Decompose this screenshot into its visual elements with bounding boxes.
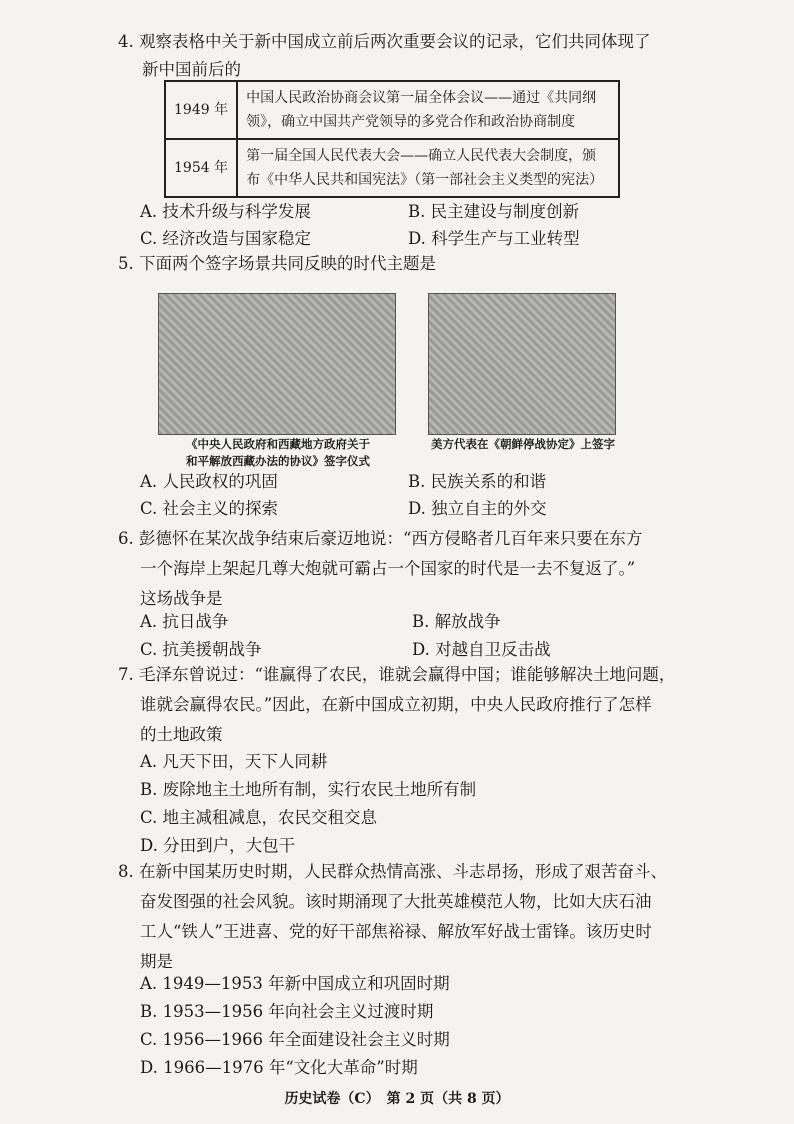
question-7-stem-line-3: 的土地政策	[140, 725, 223, 744]
question-4-stem-line-2: 新中国前后的	[142, 60, 241, 79]
table-cell-text: 第一届全国人民代表大会——确立人民代表大会制度，颁	[246, 148, 597, 164]
question-7-stem-line-1: 7. 毛泽东曾说过：“谁赢得了农民，谁就会赢得中国；谁能够解决土地问题，	[118, 665, 676, 684]
question-8-option-c[interactable]: C. 1956—1966 年全面建设社会主义时期	[140, 1030, 450, 1049]
table-cell-text: 领》，确立中国共产党领导的多党合作和政治协商制度	[246, 114, 576, 130]
question-5-option-d[interactable]: D. 独立自主的外交	[408, 499, 547, 518]
question-7-option-c[interactable]: C. 地主减租减息，农民交租交息	[140, 808, 378, 827]
question-4-option-d[interactable]: D. 科学生产与工业转型	[408, 229, 580, 248]
question-6-stem-line-3: 这场战争是	[140, 589, 223, 608]
table-cell-year: 1949 年	[165, 81, 237, 139]
table-cell-content	[237, 139, 619, 197]
question-8-stem-line-2: 奋发图强的社会风貌。该时期涌现了大批英雄模范人物，比如大庆石油	[140, 892, 652, 911]
question-8	[118, 857, 667, 977]
question-7-option-a[interactable]: A. 凡天下田，天下人同耕	[140, 752, 328, 771]
question-6-stem-line-1: 6. 彭德怀在某次战争结束后豪迈地说：“西方侵略者几百年来只要在东方	[118, 529, 643, 548]
table-row	[165, 81, 619, 139]
table-row	[165, 139, 619, 197]
question-6-option-d[interactable]: D. 对越自卫反击战	[412, 640, 551, 659]
tibet-agreement-signing-photo	[158, 293, 396, 435]
table-cell-content	[237, 81, 619, 139]
question-8-stem-line-1: 8. 在新中国某历史时期，人民群众热情高涨、斗志昂扬，形成了艰苦奋斗、	[118, 862, 667, 881]
question-8-option-d[interactable]: D. 1966—1976 年“文化大革命”时期	[140, 1058, 418, 1077]
question-4	[118, 28, 658, 84]
question-8-stem-line-4: 期是	[140, 952, 173, 971]
question-6	[118, 524, 658, 614]
table-cell-text: 中国人民政治协商会议第一届全体会议——通过《共同纲	[246, 90, 597, 106]
question-5-option-b[interactable]: B. 民族关系的和谐	[408, 472, 547, 491]
table-cell-year: 1954 年	[165, 139, 237, 197]
question-5	[118, 250, 658, 278]
caption-line: 《中央人民政府和西藏地方政府关于	[186, 437, 370, 451]
question-7	[118, 660, 676, 750]
table-cell-text: 布《中华人民共和国宪法》（第一部社会主义类型的宪法）	[246, 172, 604, 188]
question-8-stem-line-3: 工人“铁人”王进喜、党的好干部焦裕禄、解放军好战士雷锋。该历史时	[140, 922, 652, 941]
question-7-option-d[interactable]: D. 分田到户，大包干	[140, 836, 296, 855]
question-4-option-c[interactable]: C. 经济改造与国家稳定	[140, 229, 312, 248]
question-4-option-b[interactable]: B. 民主建设与制度创新	[408, 202, 580, 221]
photo-caption-right: 美方代表在《朝鲜停战协定》上签字	[431, 437, 615, 451]
page-footer: 历史试卷（C） 第 2 页（共 8 页）	[284, 1091, 510, 1107]
question-6-option-a[interactable]: A. 抗日战争	[140, 612, 229, 631]
question-6-option-b[interactable]: B. 解放战争	[412, 612, 501, 631]
question-5-option-a[interactable]: A. 人民政权的巩固	[140, 472, 278, 491]
meeting-record-table	[164, 80, 620, 198]
question-6-option-c[interactable]: C. 抗美援朝战争	[140, 640, 262, 659]
question-8-option-a[interactable]: A. 1949—1953 年新中国成立和巩固时期	[140, 974, 450, 993]
question-7-stem-line-2: 谁就会赢得农民。”因此，在新中国成立初期，中央人民政府推行了怎样	[140, 695, 652, 714]
korean-armistice-signing-photo	[428, 293, 616, 435]
question-4-stem-line-1: 4. 观察表格中关于新中国成立前后两次重要会议的记录，它们共同体现了	[118, 32, 651, 51]
photo-caption-left	[158, 436, 398, 470]
caption-line: 和平解放西藏办法的协议》签字仪式	[186, 454, 370, 468]
question-6-stem-line-2: 一个海岸上架起几尊大炮就可霸占一个国家的时代是一去不复返了。”	[140, 559, 636, 578]
question-8-option-b[interactable]: B. 1953—1956 年向社会主义过渡时期	[140, 1002, 434, 1021]
question-7-option-b[interactable]: B. 废除地主土地所有制，实行农民土地所有制	[140, 780, 477, 799]
question-5-stem: 5. 下面两个签字场景共同反映的时代主题是	[118, 254, 436, 273]
question-4-option-a[interactable]: A. 技术升级与科学发展	[140, 202, 311, 221]
question-5-option-c[interactable]: C. 社会主义的探索	[140, 499, 279, 518]
